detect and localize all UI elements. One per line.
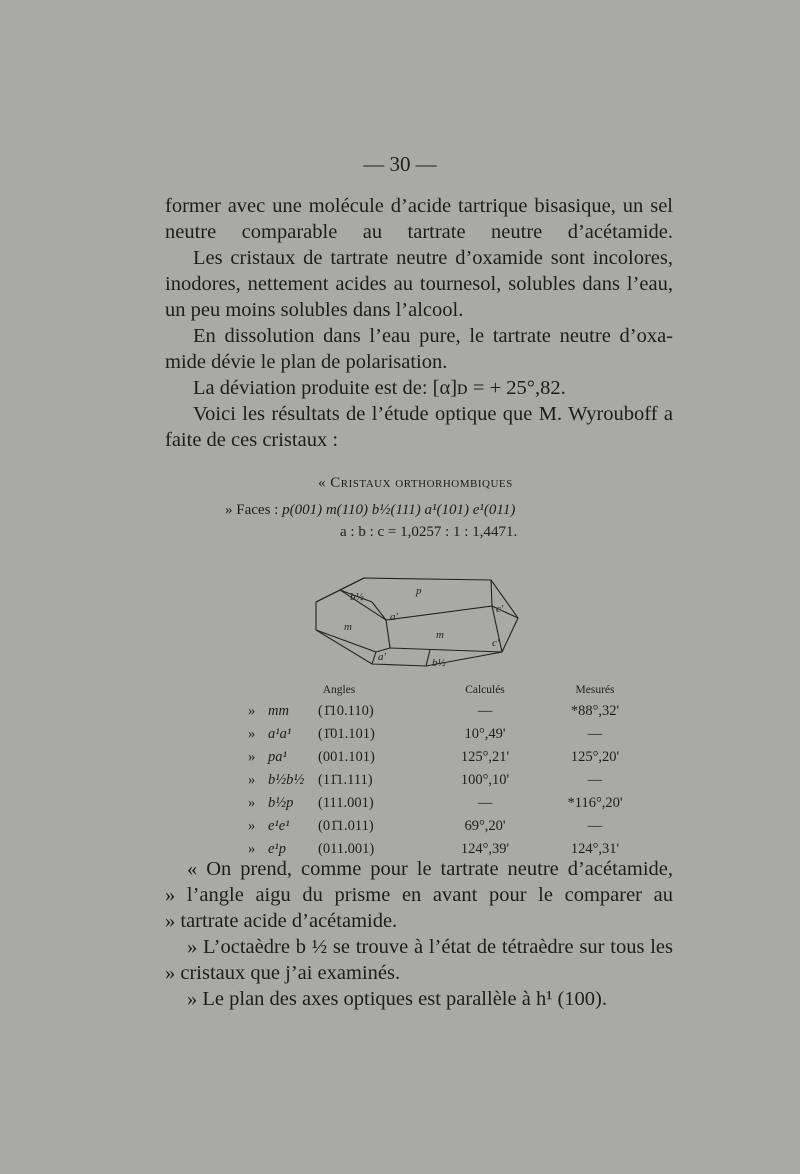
paragraph: former avec une molécule d’acide tartrique bisasique, un sel neutre comparable au tartrate neutre d’acétamide. [165, 195, 673, 243]
table-row [248, 815, 650, 838]
figure-label-b-top: b½ [350, 591, 364, 603]
paragraph: En dissolution dans l’eau pure, le tartrate neutre d’oxa-mide dévie le plan de polarisation. [165, 325, 673, 373]
crystal-title [318, 475, 513, 492]
measured-value: — [587, 726, 603, 742]
figure-label-a-bottom: a' [378, 651, 386, 663]
calculated-value: 69°,20' [464, 818, 506, 834]
table-header-row [248, 684, 650, 700]
closing-line: » L’octaèdre b ½ se trouve à l’état de tétraèdre sur tous les [187, 936, 673, 958]
closing-line: » l’angle aigu du prisme en avant pour le comparer au [165, 884, 673, 906]
figure-label-c-top: c' [496, 603, 504, 615]
crystal-title-prefix: « [318, 475, 326, 491]
page-number: — 30 — [363, 152, 437, 176]
figure-label-a-top: a' [390, 611, 398, 623]
measured-value: *116°,20' [567, 795, 623, 811]
miller-indices: (011.001) [318, 841, 375, 857]
paragraph: La déviation produite est de: [α]ᴅ = + 25°,82. [193, 377, 566, 399]
measured-value: — [587, 772, 603, 788]
header-mesures: Mesurés [575, 684, 615, 696]
crystal-faces [225, 502, 515, 519]
calculated-value: 10°,49' [464, 726, 506, 742]
paragraph: Les cristaux de tartrate neutre d’oxamide sont incolores, inodores, nettement acides au tournesol, solubles dans l’eau, un peu moins solubles dans l’alcool. [165, 247, 673, 321]
calculated-value: — [477, 703, 493, 719]
header-angles: Angles [322, 684, 356, 696]
figure-label-b-bottom: b½ [432, 657, 446, 669]
miller-indices: (01̄1.011) [318, 818, 374, 834]
crystal-axis-ratio: a : b : c = 1,0257 : 1 : 1,4471. [340, 524, 518, 540]
table-row [248, 700, 650, 723]
figure-label-m-left: m [344, 621, 352, 633]
crystal-faces-list: p(001) m(110) b½(111) a¹(101) e¹(011) [282, 502, 516, 518]
miller-indices: (001.101) [318, 749, 375, 765]
body-text-bottom [165, 856, 673, 1012]
quote-mark: » [248, 703, 256, 719]
angle-symbol: mm [268, 703, 289, 719]
table-row [248, 769, 650, 792]
closing-line: » tartrate acide d’acétamide. [165, 910, 398, 932]
calculated-value: 125°,21' [460, 749, 510, 765]
figure-label-p: p [416, 585, 422, 597]
crystal-figure [306, 572, 524, 672]
calculated-value: 100°,10' [460, 772, 510, 788]
measured-value: *88°,32' [570, 703, 620, 719]
quote-mark: » [248, 749, 256, 765]
header-calcules: Calculés [465, 684, 505, 696]
calculated-value: — [477, 795, 493, 811]
crystal-faces-prefix: » Faces : [225, 502, 279, 518]
paragraph: Voici les résultats de l’étude optique que M. Wyrouboff a faite de ces cristaux : [165, 403, 673, 451]
closing-line: » cristaux que j’ai examinés. [165, 962, 401, 984]
measured-value: — [587, 818, 603, 834]
quote-mark: » [248, 795, 256, 811]
calculated-value: 124°,39' [460, 841, 510, 857]
crystal-title-text: Cristaux orthorhombiques [330, 475, 513, 491]
figure-label-m-center: m [436, 629, 444, 641]
angle-symbol: b½p [268, 795, 294, 811]
table-row [248, 723, 650, 746]
closing-line: » Le plan des axes optiques est parallèle à h¹ (100). [187, 988, 607, 1010]
miller-indices: (111.001) [318, 795, 374, 811]
angle-symbol: pa¹ [268, 749, 287, 765]
quote-mark: » [248, 818, 256, 834]
quote-mark: » [248, 841, 256, 857]
miller-indices: (11̄1.111) [318, 772, 373, 788]
measured-value: 125°,20' [570, 749, 620, 765]
table-row [248, 746, 650, 769]
quote-mark: » [248, 726, 256, 742]
closing-line: « On prend, comme pour le tartrate neutre d’acétamide, [187, 858, 673, 880]
measured-value: 124°,31' [570, 841, 620, 857]
body-text-top [165, 193, 673, 453]
miller-indices: (1̄01.101) [318, 726, 375, 742]
angle-symbol: a¹a¹ [268, 726, 292, 742]
angle-symbol: e¹p [268, 841, 287, 857]
table-row [248, 792, 650, 815]
figure-label-c-bottom: c' [492, 637, 500, 649]
angle-symbol: e¹e¹ [268, 818, 290, 834]
quote-mark: » [248, 772, 256, 788]
angles-table [248, 684, 650, 861]
angle-symbol: b½b½ [268, 772, 305, 788]
miller-indices: (1̄10.110) [318, 703, 374, 719]
